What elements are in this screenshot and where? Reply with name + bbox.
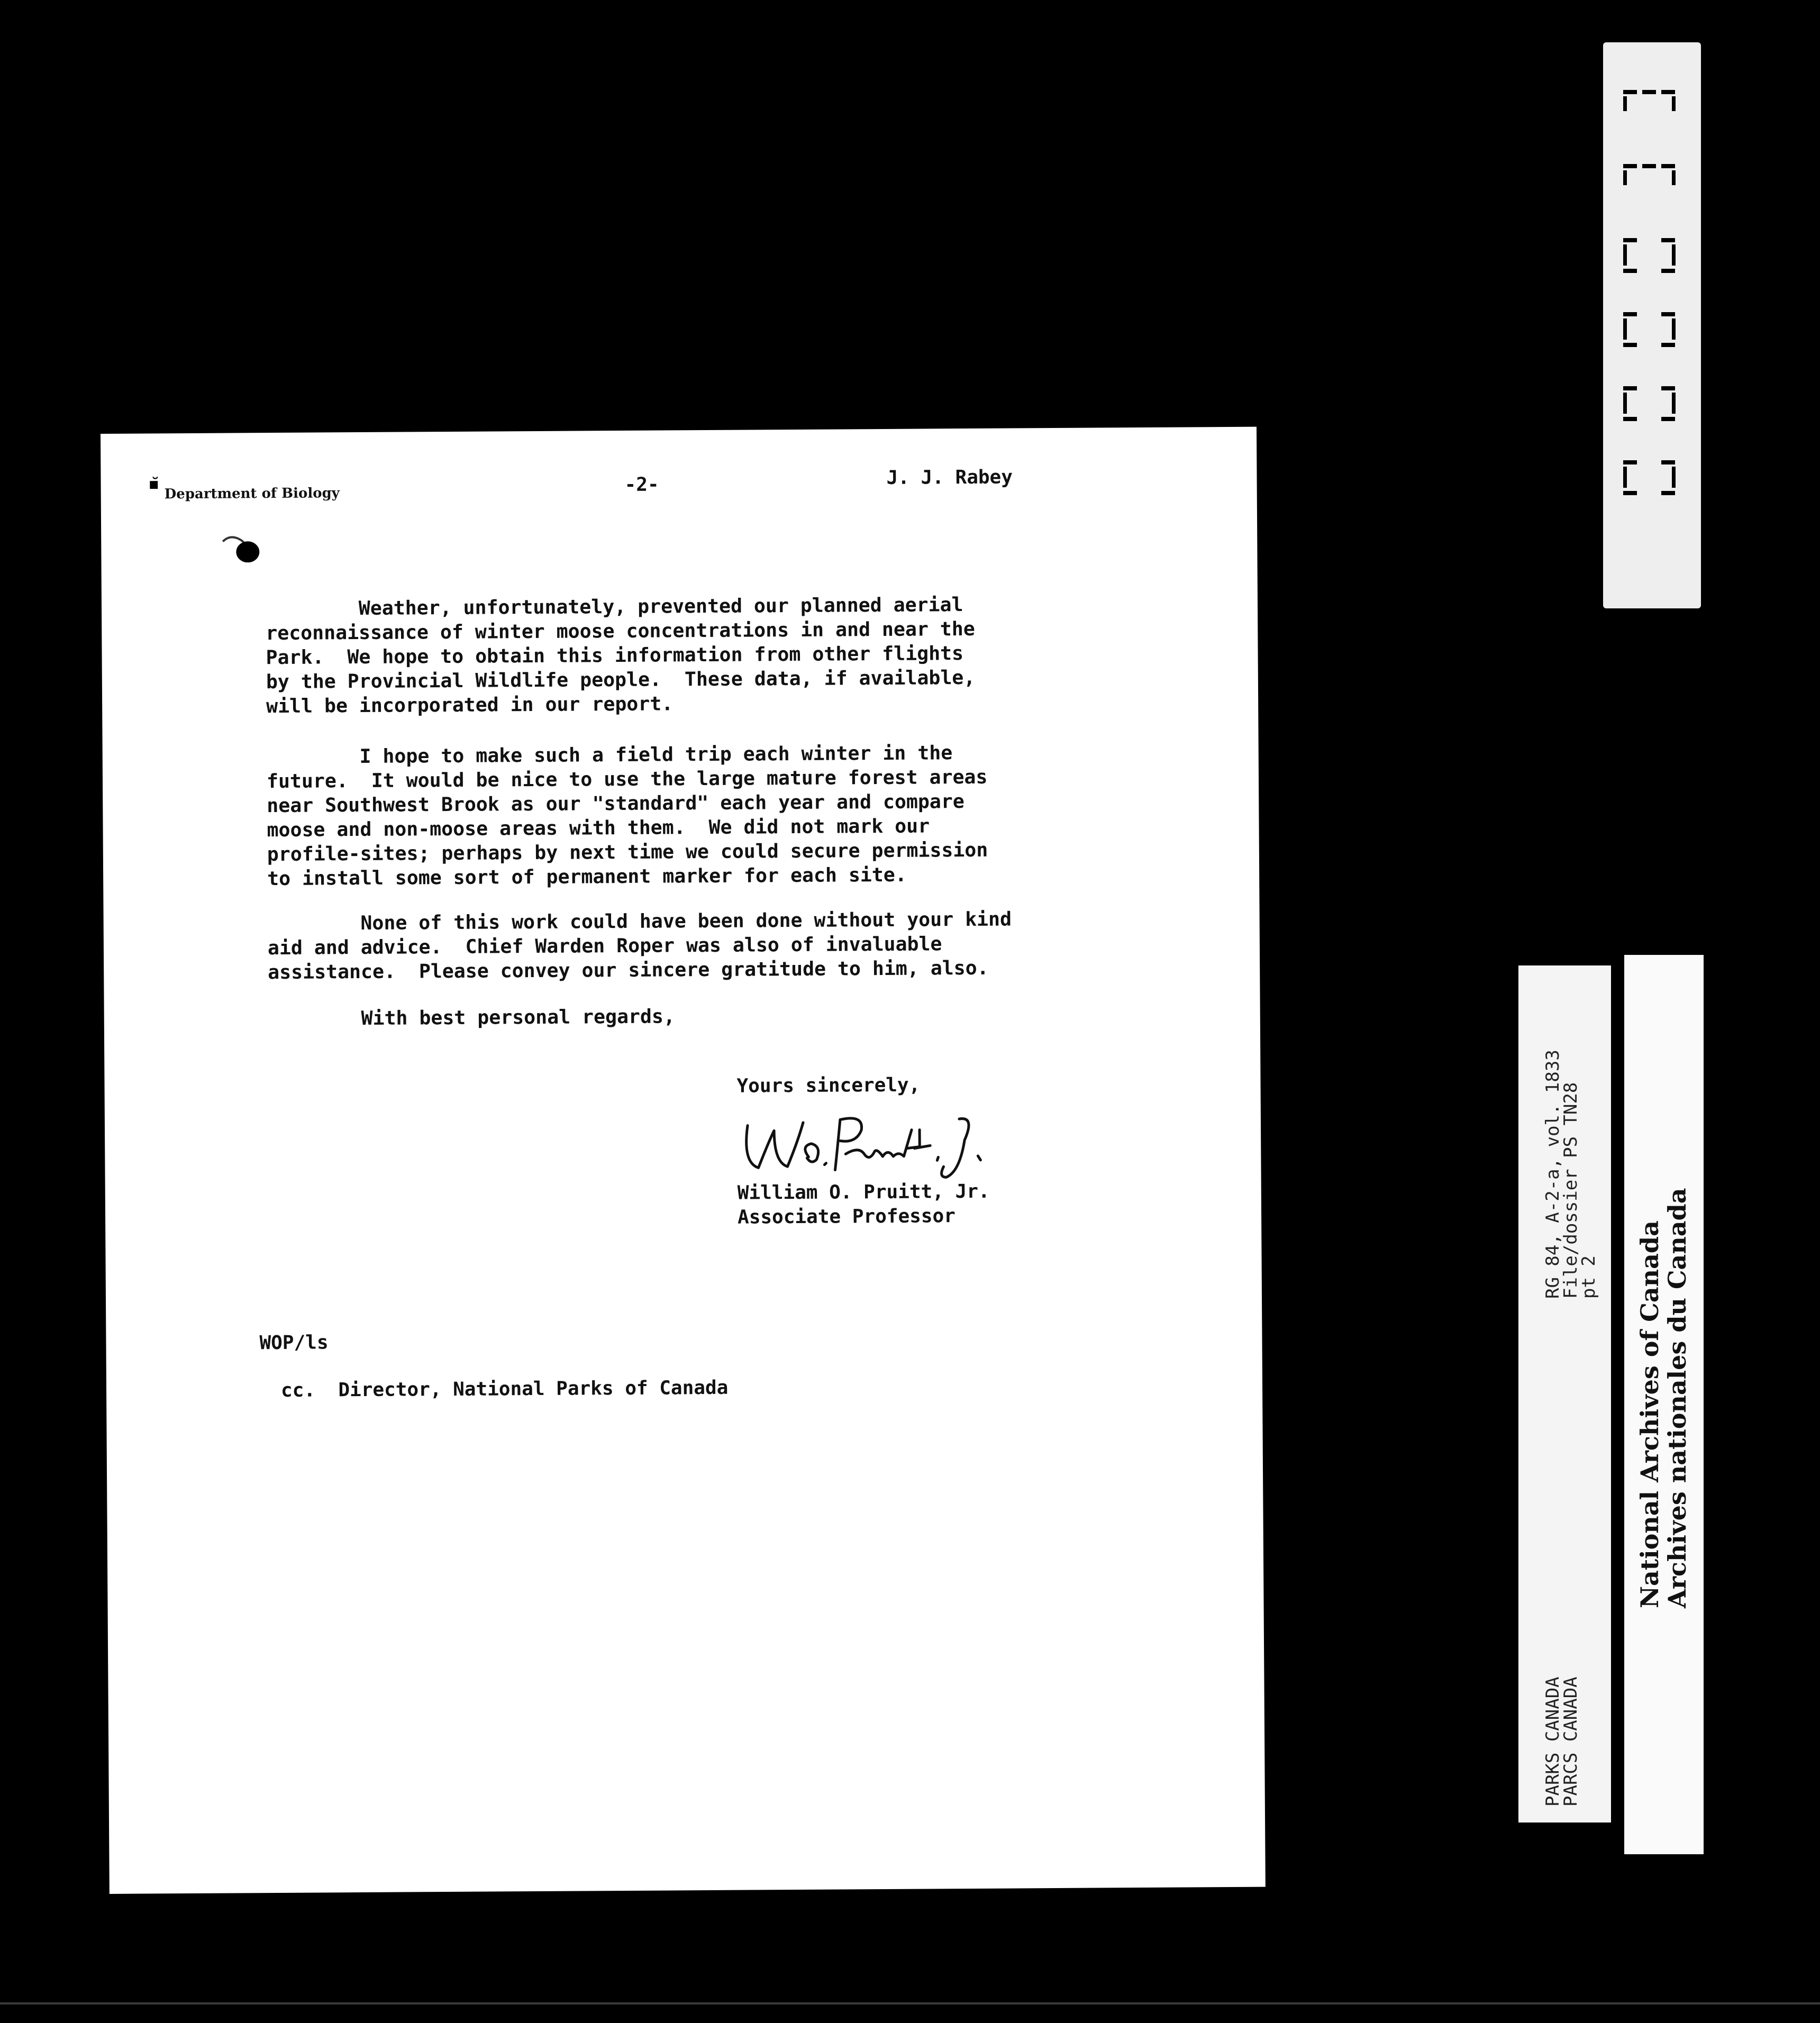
frame-counter-strip <box>1603 42 1701 608</box>
paragraph-regards: With best personal regards, <box>268 1005 676 1031</box>
page-number: -2- <box>624 473 659 496</box>
archive-reference-label <box>1518 965 1611 1822</box>
archive-agency: PARKS CANADA PARCS CANADA <box>1542 1676 1581 1807</box>
frame-counter-digits <box>1619 85 1685 582</box>
typist-initials: WOP/ls <box>259 1332 329 1354</box>
paragraph-thanks: None of this work could have been done without your kind aid and advice. Chief Warden Roper was also of invaluable assistance. Please convey our sincere gratitude to him, also. <box>267 907 1012 984</box>
paragraph-field-trip: I hope to make such a field trip each winter in the future. It would be nice to use the large mature forest areas near Southwest Brook as our "standard" each year and compare moose and non-moose areas with them. We did not mark our profile-sites; perhaps by next time we could secure permission to install some sort of permanent marker for each site. <box>266 741 988 890</box>
handwritten-signature <box>737 1097 1034 1183</box>
letter-page <box>101 427 1266 1894</box>
punch-hole-mark <box>220 531 262 562</box>
archive-file-reference: RG 84, A-2-a, vol. 1833 File/dossier PS TN28 pt 2 <box>1542 1050 1599 1299</box>
paragraph-weather: Weather, unfortunately, prevented our planned aerial reconnaissance of winter moose concentrations in and near the Park. We hope to obtain this information from other flights by the Provincial Wildlife people. These data, if available, will be incorporated in our report. <box>265 593 976 718</box>
signer-name: William O. Pruitt, Jr. <box>737 1180 990 1204</box>
addressee-header: J. J. Rabey <box>886 466 1013 489</box>
closing-salutation: Yours sincerely, <box>736 1074 921 1097</box>
carbon-copy-line: cc. Director, National Parks of Canada <box>280 1377 729 1401</box>
letterhead-department: Department of Biology <box>164 485 340 503</box>
film-edge-line <box>0 2002 1820 2004</box>
archive-institution-banner <box>1624 955 1704 1854</box>
stamp-mark: ▪̆ <box>148 475 160 494</box>
signer-title: Associate Professor <box>737 1205 956 1228</box>
signer-block <box>738 1180 990 1230</box>
archive-institution-name: National Archives of Canada Archives nationales du Canada <box>1635 1188 1691 1608</box>
